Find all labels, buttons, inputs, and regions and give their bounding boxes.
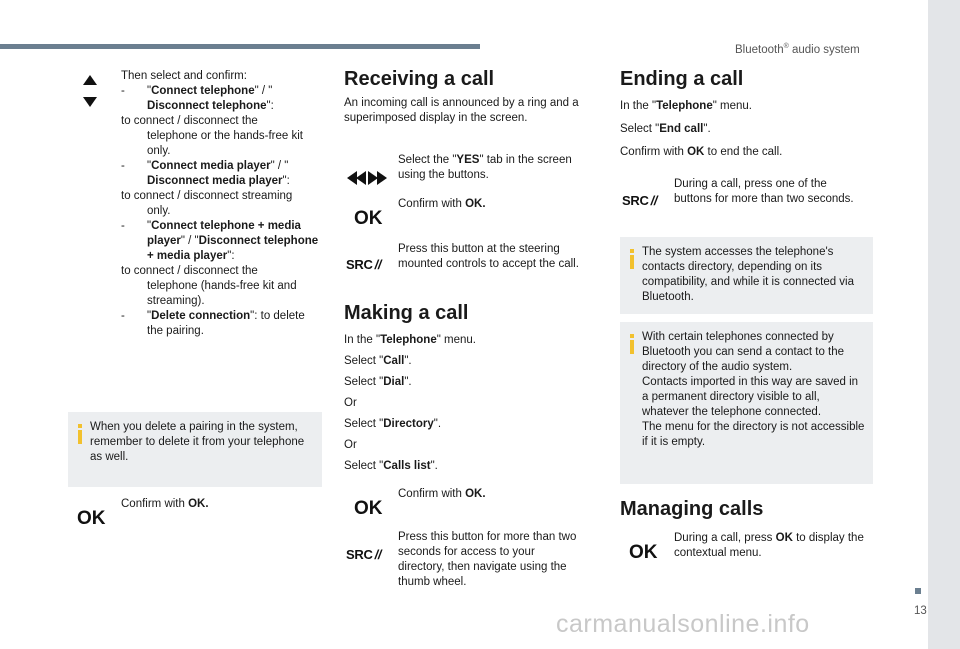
intro-text: Then select and confirm:: [121, 70, 247, 82]
src-button-icon: SRC //: [346, 257, 382, 272]
making-press-directory: Press this button for more than two seconds for access to your directory, then navigate using the thumb wheel.: [398, 531, 577, 588]
ok-button-icon: OK: [77, 508, 106, 529]
managing-text: During a call, press OK to display the contextual menu.: [674, 532, 864, 559]
src-button-icon: SRC //: [346, 547, 382, 562]
section-title-making: Making a call: [344, 302, 469, 324]
ok-button-icon: OK: [629, 542, 658, 563]
info-icon: [628, 249, 636, 269]
src-button-icon: SRC //: [622, 193, 658, 208]
list-item: - "Connect media player" / ": [121, 160, 289, 172]
side-margin-bar: [928, 0, 960, 649]
page-header-title: Bluetooth® audio system: [735, 43, 860, 56]
list-item: - "Delete connection": to delete: [121, 310, 305, 322]
note-directory-access: The system accesses the telephone's contacts directory, depending on its compatibility, and while it is connected via Bluetooth.: [620, 237, 873, 314]
section-title-managing: Managing calls: [620, 498, 764, 520]
ending-during-call: During a call, press one of the buttons for more than two seconds.: [674, 178, 854, 205]
receiving-intro: An incoming call is announced by a ring and a superimposed display in the screen.: [344, 97, 579, 124]
page-number: 13: [914, 605, 927, 617]
ok-button-icon: OK: [354, 498, 383, 519]
receiving-step-accept: Press this button at the steering mounted controls to accept the call.: [398, 243, 579, 270]
section-title-receiving: Receiving a call: [344, 68, 495, 90]
up-down-arrows-icon: [83, 75, 97, 109]
header-bar: [0, 44, 480, 49]
receiving-step-confirm: Confirm with OK.: [398, 198, 486, 210]
watermark: carmanualsonline.info: [556, 610, 810, 638]
making-steps: In the "Telephone" menu. Select "Call". Select "Dial". Or Select "Directory". Or Select "Calls list".: [344, 334, 476, 472]
ok-button-icon: OK: [354, 208, 383, 229]
confirm-text: Confirm with OK.: [121, 498, 209, 510]
connection-options: Then select and confirm: - "Connect telephone" / " Disconnect telephone": to connect / disconnect the telephone or the hands-free kit only. - "Connect media player" / " Disconnect media player": to connect / disconnect streaming only. - "Connect telephone + media player" / "Disconnect telephone + media player": to connect / disconnect the telephone (hands-free kit and streaming). - "Delete connection": to delete the pairing.: [121, 69, 321, 339]
list-item: - "Connect telephone" / ": [121, 85, 273, 97]
note-delete-pairing: When you delete a pairing in the system, remember to delete it from your telephone as well.: [68, 412, 322, 487]
left-right-arrows-icon: [347, 171, 387, 185]
note-send-contact: With certain telephones connected by Bluetooth you can send a contact to the directory of the audio system. Contacts imported in this way are saved in a permanent directory visible to all, whatever the telephone connected. The menu for the directory is not accessible if it is empty.: [620, 322, 873, 484]
section-title-ending: Ending a call: [620, 68, 744, 90]
section-end-mark: [915, 588, 921, 594]
receiving-step-select-yes: Select the "YES" tab in the screen using the buttons.: [398, 154, 572, 181]
making-confirm: Confirm with OK.: [398, 488, 486, 500]
info-icon: [628, 334, 636, 354]
info-icon: [76, 424, 84, 444]
ending-steps: In the "Telephone" menu. Select "End call". Confirm with OK to end the call.: [620, 100, 783, 158]
list-item: - "Connect telephone + media player" / "Disconnect telephone + media player":: [121, 220, 319, 262]
